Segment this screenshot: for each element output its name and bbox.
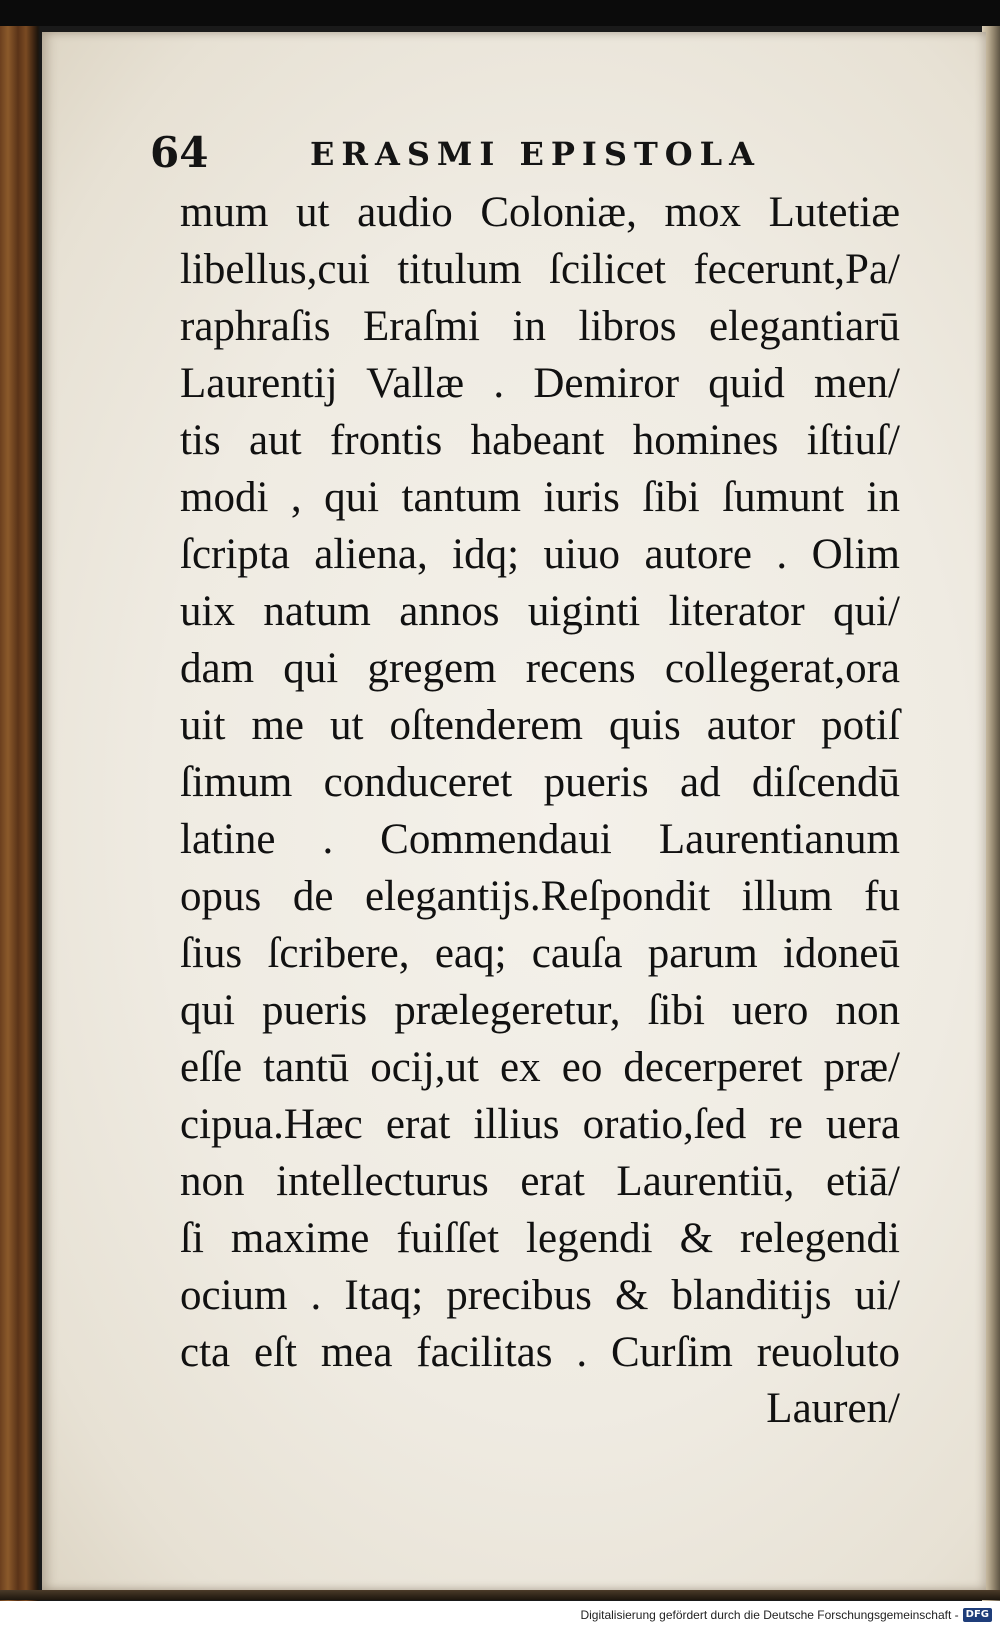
catchword-row: [180, 1380, 900, 1437]
text-line: mum ut audio Coloniæ, mox Lutetiæ: [180, 189, 900, 236]
page-header: [150, 128, 850, 178]
text-line: Laurentij Vallæ . Demiror quid men/: [180, 360, 900, 407]
text-line: cipua.Hæc erat illius oratio,ſed re uera: [180, 1101, 900, 1148]
text-line: eſſe tantū ocij,ut ex eo decerperet præ/: [180, 1044, 900, 1091]
credit-text: Digitalisierung gefördert durch die Deutsche Forschungsgemeinschaft -: [580, 1608, 959, 1622]
text-line: raphraſis Eraſmi in libros elegantiarū: [180, 303, 900, 350]
text-line: cta eſt mea facilitas . Curſim reuoluto: [180, 1329, 900, 1376]
text-line: uix natum annos uiginti literator qui/: [180, 588, 900, 635]
text-line: ſius ſcribere, eaq; cauſa parum idoneū: [180, 930, 900, 977]
text-line: latine . Commendaui Laurentianum: [180, 816, 900, 863]
text-line: qui pueris prælegeretur, ſibi uero non: [180, 987, 900, 1034]
text-line: tis aut frontis habeant homines iſtiuſ/: [180, 417, 900, 464]
text-line: ocium . Itaq; precibus & blanditijs ui/: [180, 1272, 900, 1319]
bottom-scan-border: [0, 1590, 1000, 1600]
dfg-logo: DFG: [963, 1608, 992, 1622]
text-line: libellus,cui titulum ſcilicet fecerunt,Pa/: [180, 246, 900, 293]
text-line: ſcripta aliena, idq; uiuo autore . Olim: [180, 531, 900, 578]
catchword: Lauren/: [766, 1385, 900, 1432]
text-line: non intellecturus erat Laurentiū, etiā/: [180, 1158, 900, 1205]
digitization-credit: [580, 1604, 992, 1626]
page-number: 64: [150, 128, 209, 177]
text-line: modi , qui tantum iuris ſibi ſumunt in: [180, 474, 900, 521]
body-text: [180, 184, 900, 1381]
text-line: dam qui gregem recens collegerat,ora: [180, 645, 900, 692]
text-line: uit me ut oſtenderem quis autor potiſ: [180, 702, 900, 749]
text-line: opus de elegantijs.Reſpondit illum fu: [180, 873, 900, 920]
running-title: ERASMI EPISTOLA: [310, 135, 761, 173]
text-line: ſimum conduceret pueris ad diſcendū: [180, 759, 900, 806]
text-line: ſi maxime fuiſſet legendi & relegendi: [180, 1215, 900, 1262]
